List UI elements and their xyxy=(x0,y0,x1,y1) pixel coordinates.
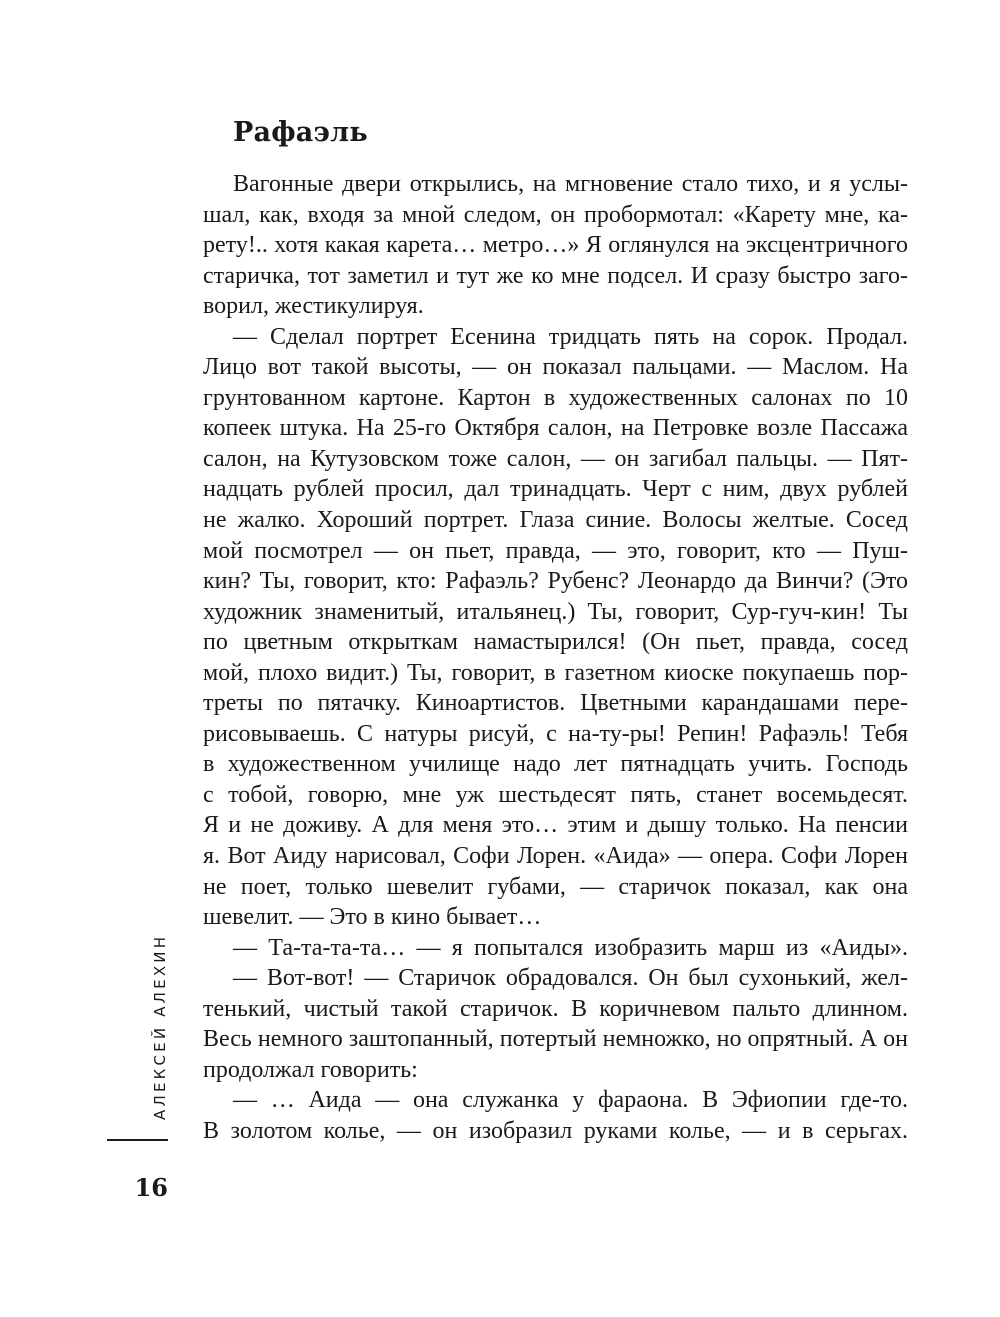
text-line: ворил, жестикулируя. xyxy=(203,293,424,320)
text-line: шевелит. — Это в кино бывает… xyxy=(203,904,542,931)
running-head-author: АЛЕКСЕЙ АЛЕХИН xyxy=(151,933,169,1120)
text-line: мой, плохо видит.) Ты, говорит, в газетном киоске покупаешь пор- xyxy=(203,659,908,686)
text-line: — Вот-вот! — Старичок обрадовался. Он был сухонький, жел- xyxy=(233,965,908,992)
text-line: Лицо вот такой высоты, — он показал пальцами. — Маслом. На xyxy=(203,354,908,381)
text-line: мой посмотрел — он пьет, правда, — это, говорит, кто — Пуш- xyxy=(203,537,908,564)
text-line: старичка, тот заметил и тут же ко мне подсел. И сразу быстро заго- xyxy=(203,262,908,289)
text-line: рисовываешь. С натуры рисуй, с на-ту-ры! Репин! Рафаэль! Тебя xyxy=(203,720,908,747)
text-line: не поет, только шевелит губами, — старичок показал, как она xyxy=(203,873,908,900)
text-line: — Та-та-та-та… — я попытался изобразить марш из «Аиды». xyxy=(233,934,908,961)
text-line: тенький, чистый такой старичок. В коричневом пальто длинном. xyxy=(203,995,908,1022)
text-line: не жалко. Хороший портрет. Глаза синие. Волосы желтые. Сосед xyxy=(203,507,908,534)
text-line: Вагонные двери открылись, на мгновение стало тихо, и я услы- xyxy=(233,171,908,197)
text-line: кин? Ты, говорит, кто: Рафаэль? Рубенс? Леонардо да Винчи? (Это xyxy=(203,568,908,595)
text-line: В золотом колье, — он изобразил руками колье, — и в серьгах. xyxy=(203,1117,908,1144)
text-line: с тобой, говорю, мне уж шестьдесят пять, станет восемьдесят. xyxy=(203,781,908,808)
text-line: надцать рублей просил, дал тринадцать. Черт с ним, двух рублей xyxy=(203,476,908,503)
page-number: 16 xyxy=(134,1173,168,1202)
text-line: грунтованном картоне. Картон в художественных салонах по 10 xyxy=(203,384,908,411)
chapter-title: Рафаэль xyxy=(233,117,368,148)
text-line: продолжал говорить: xyxy=(203,1056,418,1083)
text-line: в художественном училище надо лет пятнадцать учить. Господь xyxy=(203,751,908,778)
text-line: — Сделал портрет Есенина тридцать пять на сорок. Продал. xyxy=(233,323,908,350)
text-line: — … Аида — она служанка у фараона. В Эфиопии где-то. xyxy=(233,1087,908,1114)
text-line: Я и не доживу. А для меня это… этим и дышу только. На пенсии xyxy=(203,812,908,839)
text-line: художник знаменитый, итальянец.) Ты, говорит, Сур-гуч-кин! Ты xyxy=(203,598,908,625)
folio-rule xyxy=(107,1139,168,1141)
text-line: копеек штука. На 25-го Октября салон, на Петровке возле Пассажа xyxy=(203,415,908,442)
body-text xyxy=(203,169,908,1147)
text-line: шал, как, входя за мной следом, он пробормотал: «Карету мне, ка- xyxy=(203,201,908,228)
text-line: по цветным открыткам намастырился! (Он пьет, правда, сосед xyxy=(203,629,908,656)
text-line: Весь немного заштопанный, потертый немножко, но опрятный. А он xyxy=(203,1026,908,1053)
text-line: салон, на Кутузовском тоже салон, — он загибал пальцы. — Пят- xyxy=(203,445,908,472)
text-line: треты по пятачку. Киноартистов. Цветными карандашами пере- xyxy=(203,690,908,717)
text-line: рету!.. хотя какая карета… метро…» Я оглянулся на эксцентричного xyxy=(203,232,908,259)
text-line: я. Вот Аиду нарисовал, Софи Лорен. «Аида» — опера. Софи Лорен xyxy=(203,843,908,870)
